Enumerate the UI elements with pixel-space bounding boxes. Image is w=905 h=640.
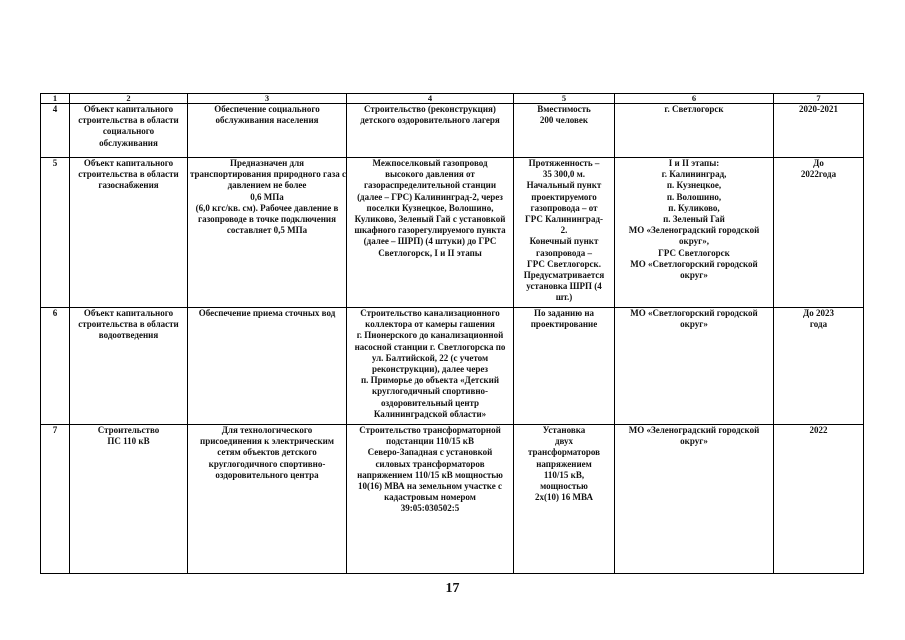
cell-line: обслуживания <box>99 137 158 148</box>
cell-line: ГРС Светлогорск. <box>527 258 601 269</box>
cell-line: 2022года <box>800 169 837 180</box>
cell-line: Протяженность – <box>528 158 600 168</box>
column-number: 4 <box>347 94 514 104</box>
cell-line: г. Пионерского до канализационной <box>356 330 504 341</box>
cell-line: округ» <box>680 270 708 281</box>
cell-line: шкафного газорегулируемого пункта <box>354 225 506 236</box>
cell-line: Строительство <box>97 425 160 435</box>
cell-line: Для технологического <box>221 425 313 435</box>
cell-line: водоотведения <box>98 330 159 341</box>
cell-line: мощностью <box>540 481 588 492</box>
cell-line: газоснабжения <box>98 180 159 191</box>
cell-line: 39:05:030502:5 <box>400 503 460 514</box>
cell-line: кадастровым номером <box>384 492 476 503</box>
cell-line: газопровода – от <box>530 202 598 213</box>
cell-location <box>615 158 774 308</box>
cell-line: п. Зеленый Гай <box>663 214 725 225</box>
cell-line: Строительство (реконструкция) <box>364 104 496 114</box>
cell-line: п. Волошино, <box>666 191 722 202</box>
cell-line: строительства в области <box>78 115 179 126</box>
cell-line: 2022 <box>809 425 828 435</box>
cell-line: составляет 0,5 МПа <box>226 225 308 236</box>
page-number: 17 <box>445 581 460 596</box>
cell-line: круглогодичного спортивно- <box>208 458 326 469</box>
cell-line: давлением не более <box>227 180 307 191</box>
cell-description <box>347 308 514 425</box>
cell-line: шт.) <box>555 292 573 303</box>
cell-location <box>615 308 774 425</box>
cell-line: Калининградской области» <box>373 408 487 419</box>
cell-line: трансформаторов <box>528 447 600 458</box>
cell-object <box>70 425 188 574</box>
cell-line: транспортирования природного газа с <box>190 169 346 180</box>
column-number: 1 <box>41 94 70 104</box>
cell-line: Предусматривается <box>523 270 605 281</box>
cell-line: года <box>809 319 828 330</box>
cell-line: присоединения к электрическим <box>200 436 334 447</box>
cell-line: п. Куликово, <box>668 202 720 213</box>
cell-line: сетям объектов детского <box>217 447 317 458</box>
cell-line: Вместимость <box>537 104 591 114</box>
cell-characteristics <box>514 104 615 158</box>
cell-line: г. Калининград, <box>661 169 727 180</box>
cell-row-number: 4 <box>41 104 70 158</box>
cell-line: Строительство канализационного <box>360 308 500 318</box>
cell-line: (далее – ГРС) Калининград-2, через <box>357 191 503 202</box>
cell-line: МО «Зеленоградский городской <box>628 225 760 236</box>
cell-row-number: 5 <box>41 158 70 308</box>
table-row <box>41 425 864 574</box>
cell-line: 35 300,0 м. <box>542 169 586 180</box>
cell-line: Начальный пункт <box>526 180 602 191</box>
cell-description <box>347 104 514 158</box>
cell-line: округ» <box>680 436 708 447</box>
cell-line: обслуживания населения <box>215 115 319 126</box>
cell-characteristics <box>514 308 615 425</box>
cell-line: По заданию на <box>533 308 595 318</box>
cell-line: Обеспечение социального <box>214 104 320 114</box>
cell-line: Объект капитального <box>83 158 174 168</box>
table-row <box>41 104 864 158</box>
cell-line: проектируемого <box>531 191 597 202</box>
cell-line: 2. <box>560 225 568 236</box>
cell-line: напряжением 110/15 кВ мощностью <box>357 469 503 480</box>
cell-line: силовых трансформаторов <box>375 458 485 469</box>
cell-line: детского оздоровительного лагеря <box>360 115 500 126</box>
column-number: 2 <box>70 94 188 104</box>
cell-line: высокого давления от <box>385 169 475 180</box>
cell-line: округ» <box>680 319 708 330</box>
cell-object <box>70 104 188 158</box>
cell-line: оздоровительного центра <box>215 469 319 480</box>
table-row <box>41 308 864 425</box>
cell-term <box>774 104 864 158</box>
cell-line: Конечный пункт <box>529 236 599 247</box>
cell-line: газопроводе в точке подключения <box>198 214 336 225</box>
cell-line: Куликово, Зеленый Гай с установкой <box>354 214 506 225</box>
cell-line: Предназначен для <box>229 158 305 168</box>
cell-line: ГРС Калининград- <box>524 214 603 225</box>
cell-purpose <box>188 308 347 425</box>
column-number: 5 <box>514 94 615 104</box>
cell-line: 110/15 кВ, <box>543 469 585 480</box>
cell-line: оздоровительный центр <box>380 397 480 408</box>
cell-purpose <box>188 104 347 158</box>
cell-line: 0,6 МПа <box>250 191 284 202</box>
cell-line: МО «Зеленоградский городской <box>628 425 760 435</box>
cell-line: г. Светлогорск <box>664 104 724 114</box>
cell-line: подстанции 110/15 кВ <box>386 436 474 447</box>
cell-row-number: 6 <box>41 308 70 425</box>
cell-line: Строительство трансформаторной <box>359 425 501 435</box>
cell-line: Светлогорск, I и II этапы <box>378 247 482 258</box>
cell-description <box>347 158 514 308</box>
cell-description <box>347 425 514 574</box>
cell-line: социального <box>102 126 155 137</box>
cell-line: Северо-Западная с установкой <box>367 447 493 458</box>
cell-location <box>615 425 774 574</box>
cell-line: строительства в области <box>78 319 179 330</box>
cell-line: Обеспечение приема сточных вод <box>198 308 336 318</box>
cell-line: МО «Светлогорский городской <box>630 308 758 318</box>
cell-line: ГРС Светлогорск <box>658 247 730 258</box>
cell-line: 2020-2021 <box>799 104 838 114</box>
cell-line: ПС 110 кВ <box>107 436 150 447</box>
cell-line: газораспределительной станции <box>363 180 497 191</box>
cell-line: Межпоселковый газопровод <box>372 158 488 168</box>
cell-purpose <box>188 158 347 308</box>
column-number-row <box>41 94 864 104</box>
cell-line: двух <box>554 436 574 447</box>
cell-line: п. Кузнецкое, <box>666 180 722 191</box>
cell-line: п. Приморье до объекта «Детский <box>360 375 500 386</box>
cell-term <box>774 158 864 308</box>
cell-location <box>615 104 774 158</box>
cell-line: 200 человек <box>539 115 589 126</box>
cell-line: газопровода – <box>536 247 592 258</box>
cell-line: проектирование <box>530 319 598 330</box>
cell-line: насосной станции г. Светлогорска по <box>354 341 506 352</box>
cell-line: I и II этапы: <box>668 158 720 168</box>
cell-line: МО «Светлогорский городской <box>630 258 758 269</box>
column-number: 3 <box>188 94 347 104</box>
cell-object <box>70 308 188 425</box>
column-number: 6 <box>615 94 774 104</box>
cell-line: строительства в области <box>78 169 179 180</box>
cell-term <box>774 308 864 425</box>
cell-line: Установка <box>542 425 586 435</box>
cell-line: установка ШРП (4 <box>526 281 602 292</box>
cell-row-number: 7 <box>41 425 70 574</box>
cell-line: круглогодичный спортивно- <box>371 386 489 397</box>
cell-term <box>774 425 864 574</box>
cell-line: Объект капитального <box>83 104 174 114</box>
cell-object <box>70 158 188 308</box>
cell-line: 2х(10) 16 МВА <box>535 492 593 503</box>
cell-characteristics <box>514 425 615 574</box>
cell-line: реконструкции), далее через <box>371 364 488 375</box>
cell-line: (6,0 кгс/кв. см). Рабочее давление в <box>195 202 339 213</box>
cell-line: До <box>813 158 824 168</box>
facilities-table <box>40 93 864 574</box>
cell-line: Объект капитального <box>83 308 174 318</box>
column-number: 7 <box>774 94 864 104</box>
cell-line: До 2023 <box>803 308 834 318</box>
cell-purpose <box>188 425 347 574</box>
cell-line: коллектора от камеры гашения <box>365 319 495 330</box>
cell-line: (далее – ШРП) (4 штуки) до ГРС <box>363 236 497 247</box>
cell-characteristics <box>514 158 615 308</box>
cell-line: округ», <box>679 236 709 247</box>
cell-line: поселки Кузнецкое, Волошино, <box>366 202 494 213</box>
cell-line: ул. Балтийской, 22 (с учетом <box>371 352 489 363</box>
cell-line: напряжением <box>536 458 592 469</box>
cell-line: 10(16) МВА на земельном участке с <box>358 481 502 492</box>
table-row <box>41 158 864 308</box>
